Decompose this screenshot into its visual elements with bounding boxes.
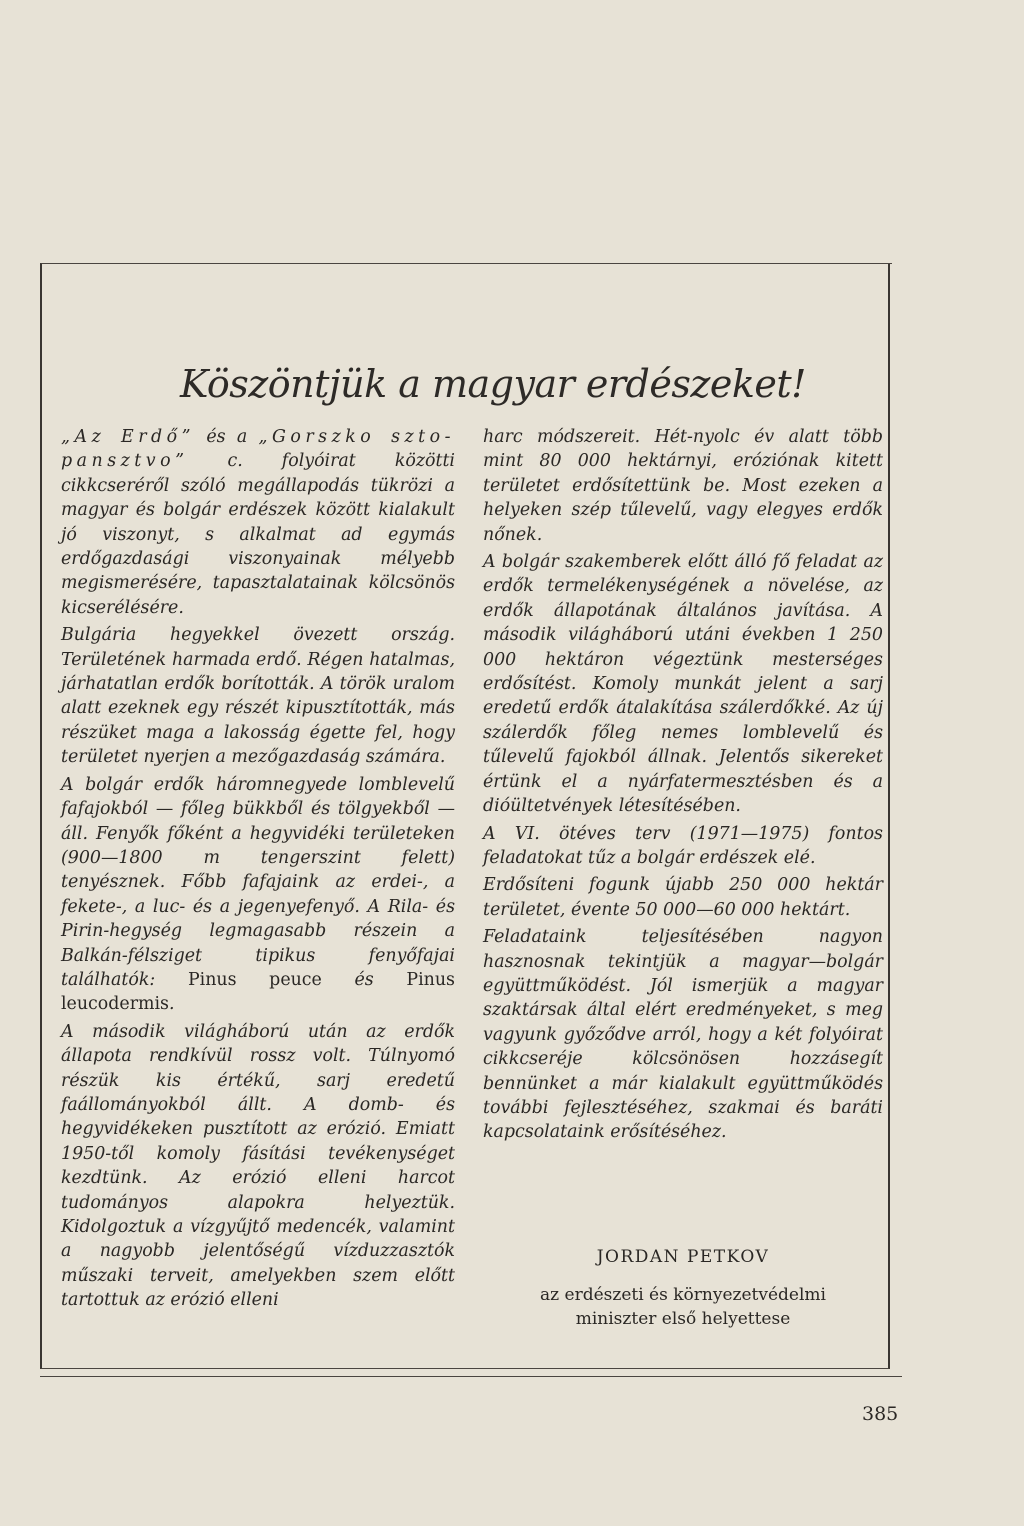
author-title-line-1: az erdészeti és környezetvédelmi — [540, 1285, 826, 1305]
article-heading: Köszöntjük a magyar erdészeket! — [180, 362, 806, 406]
species-name: Pinus peuce — [187, 969, 322, 990]
paragraph: A második világháború után az erdők állapota rendkívül rossz volt. Túlnyomó részük kis értékű, sarj eredetű faállományokból állt. A domb- és hegyvidékeken pusztított az erózió. Emiatt 1950-től komoly fásítási tevékenységet kezdtünk. Az erózió elleni harcot tudományos alapokra helyeztük. Kidolgoztuk a vízgyűjtő medencék, valamint a nagyobb jelentőségű vízduzzasztók műszaki terveit, amelyekben szem előtt tartottuk az erózió elleni — [61, 1021, 455, 1311]
journal-name-2: „Gorszko szto-pansztvo” — [61, 427, 455, 472]
signature-block — [483, 1245, 883, 1331]
paragraph: Feladataink teljesítésében nagyon hasznosnak tekintjük a magyar—bolgár együttműködést. Jól ismerjük a magyar szaktársak által elért eredményeket, s meg vagyunk győződve arról, hogy a két folyóirat cikkcseréje kölcsönösen hozzásegít bennünket a már kialakult együttműködés további fejlesztéséhez, szakmai és baráti kapcsolataink erősítéséhez. — [483, 927, 883, 1143]
species-name: Pinus leucodermis — [61, 969, 455, 1015]
author-title-line-2: miniszter első helyettese — [575, 1309, 791, 1329]
author-name: JORDAN PETKOV — [596, 1247, 770, 1267]
paragraph: A bolgár szakemberek előtt álló fő feladat az erdők termelékenységének a növelése, az erdők állapotának általános javítása. A második világháború utáni években 1 250 000 hektáron végeztünk mesterséges erdősítést. Komoly munkát jelent a sarj eredetű erdők átalakítása szálerdőkké. Az új szálerdők főleg nemes lomblevelű és tűlevelű fajokból állnak. Jelentős sikereket értünk el a nyárfatermesztésben és a dióültetvények létesítésében. — [483, 552, 883, 817]
frame-rule-top — [884, 263, 892, 264]
paragraph — [61, 773, 455, 1017]
paragraph-text: c. folyóirat közötti cikkcseréről szóló megállapodás tükrözi a magyar és bolgár erdészek között kialakult jó viszonyt, s alkalmat ad egymás erdőgazdasági viszonyainak mélyebb megismerésére, tapasztalatainak kölcsönös kicserélésére. — [61, 451, 455, 618]
paragraph-text: A bolgár erdők háromnegyede lomblevelű fafajokból — főleg bükkből és tölgyekből — áll. Fenyők főként a hegyvidéki területeken (900—1800 m tengerszint felett) tenyésznek. Főbb fafajaink az erdei-, a fekete-, a luc- és a jegenyefenyő. A Rila- és Pirin-hegység legmagasabb részein a Balkán-félsziget tipikus fenyőfajai találhatók: — [61, 774, 455, 990]
page-number: 385 — [862, 1403, 899, 1425]
paragraph: Erdősíteni fogunk újabb 250 000 hektár területet, évente 50 000—60 000 hektárt. — [483, 875, 883, 920]
journal-name-1: „Az Erdő” — [61, 427, 196, 447]
paragraph-text: . — [168, 994, 175, 1015]
paragraph: harc módszereit. Hét-nyolc év alatt több mint 80 000 hektárnyi, eróziónak kitett területet erdősítettünk be. Most ezeken a helyeken szép tűlevelű, vagy elegyes erdők nőnek. — [483, 427, 883, 545]
right-column — [483, 425, 883, 1148]
frame-rule-bottom — [40, 1376, 902, 1377]
left-column — [61, 425, 455, 1316]
paragraph: A VI. ötéves terv (1971—1975) fontos feladatokat tűz a bolgár erdészek elé. — [483, 823, 883, 868]
paragraph-text: és a — [195, 427, 259, 447]
paragraph: Bulgária hegyekkel övezett ország. Területének harmada erdő. Régen hatalmas, járhatatlan erdők borították. A török uralom alatt ezeknek egy részét kipusztították, más részüket maga a lakosság égette fel, hogy területet nyerjen a mezőgazdaság számára. — [61, 625, 455, 768]
paragraph — [61, 425, 455, 620]
paragraph-text: és — [321, 969, 407, 990]
